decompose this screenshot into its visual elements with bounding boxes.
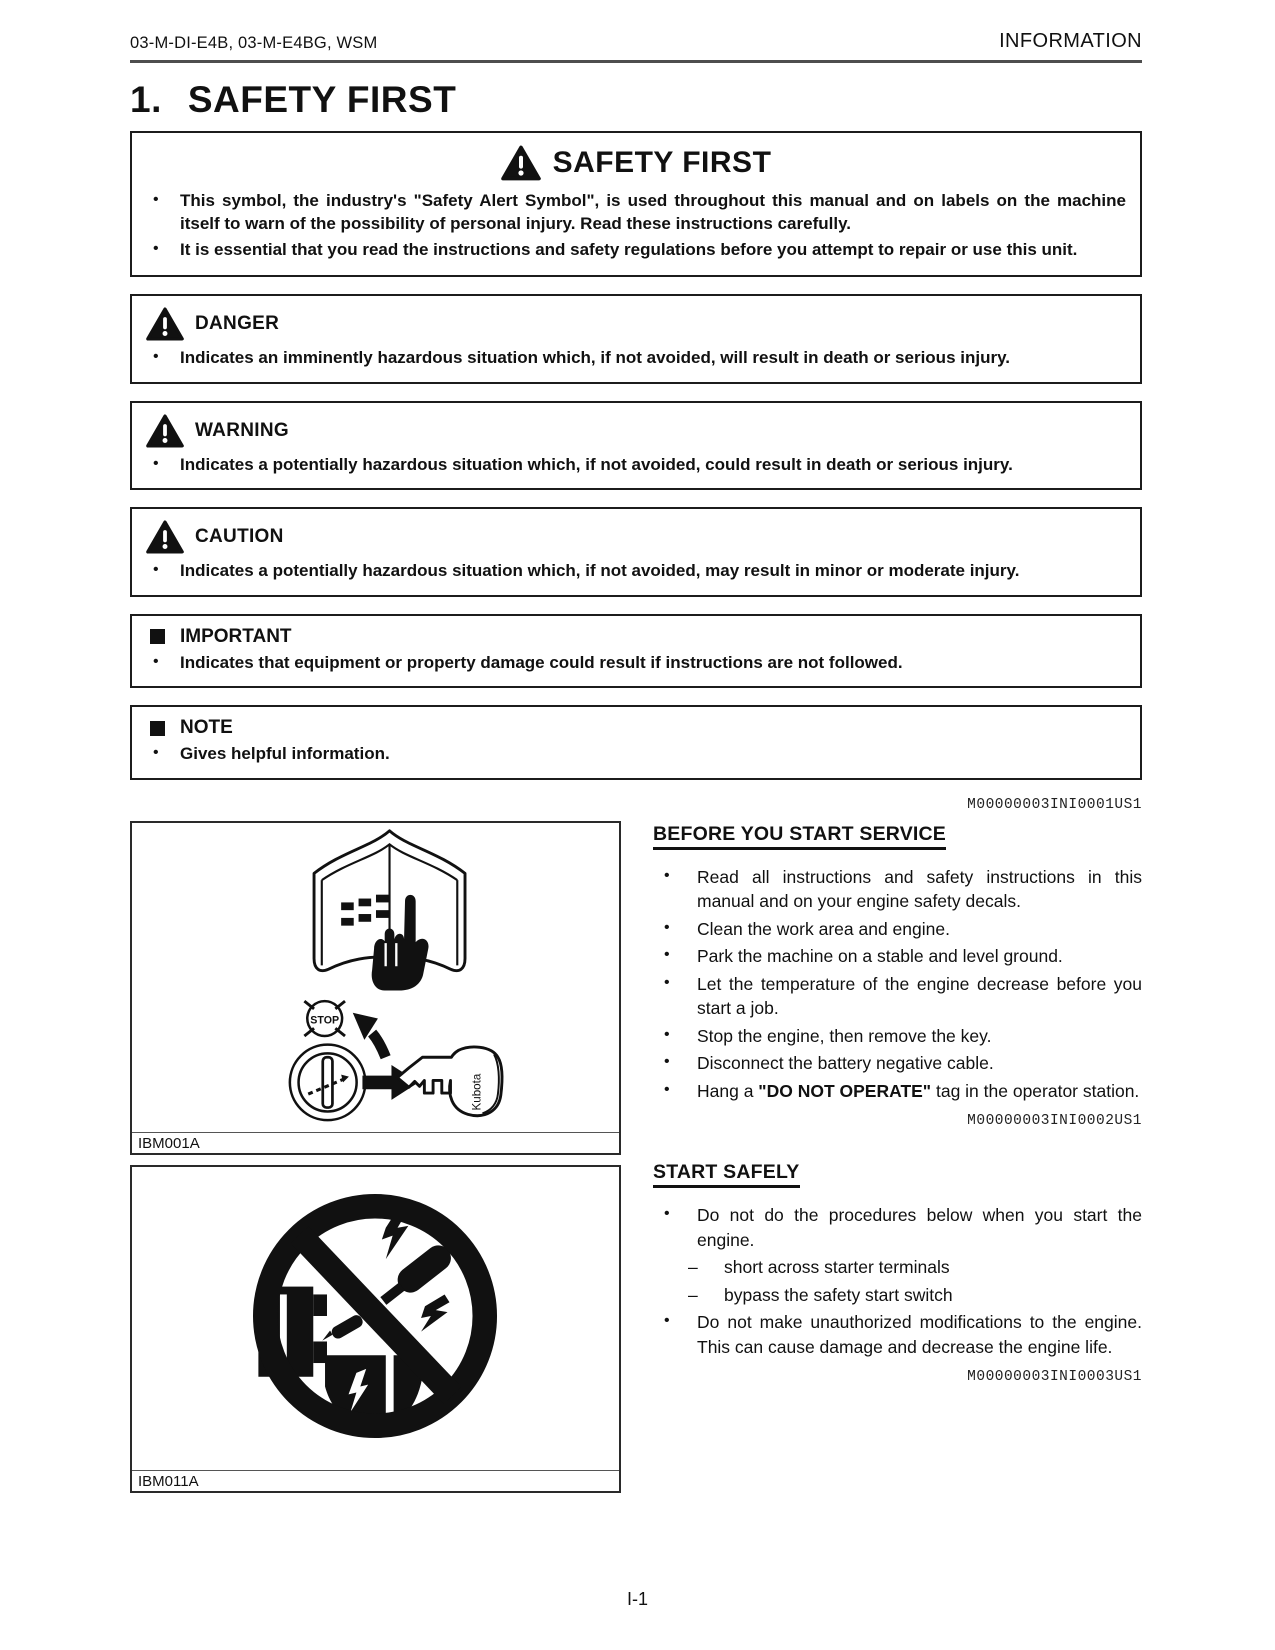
important-heading: IMPORTANT — [180, 625, 292, 647]
start-safely-bullet-1: Do not do the procedures below when you start the engine. — [697, 1205, 1142, 1250]
key-brand-text: Kubota — [470, 1073, 484, 1111]
do-not-operate-text: "DO NOT OPERATE" — [758, 1080, 932, 1101]
bullet-glyph: • — [153, 561, 159, 579]
bullet-glyph: • — [664, 1025, 670, 1043]
prohibition-short-circuit-illustration — [134, 1169, 617, 1463]
warning-triangle-icon — [146, 307, 184, 341]
ref-code-1: M00000003INI0001US1 — [967, 796, 1142, 813]
before-service-heading: BEFORE YOU START SERVICE — [653, 823, 946, 850]
safety-first-title-row — [144, 145, 1128, 181]
note-heading: NOTE — [180, 717, 233, 739]
page-title-text: SAFETY FIRST — [187, 79, 457, 120]
warning-heading: WARNING — [195, 419, 289, 441]
figure-1-label: IBM001A — [132, 1132, 619, 1155]
start-safely-sub-row — [686, 1255, 1142, 1280]
safety-first-box — [130, 131, 1142, 277]
caution-heading: CAUTION — [195, 526, 284, 548]
black-square-icon — [150, 721, 165, 736]
important-bullet-row — [144, 651, 1128, 674]
bullet-glyph: • — [664, 866, 670, 884]
note-bullet-row — [144, 742, 1128, 765]
stop-text: STOP — [310, 1014, 340, 1027]
stop-symbol — [304, 1001, 345, 1036]
safety-bullet-2: It is essential that you read the instructions and safety regulations before you attempt to repair or use this unit. — [180, 239, 1078, 259]
warning-box — [130, 401, 1142, 490]
bullet-glyph: • — [664, 1205, 670, 1223]
danger-heading-row — [146, 304, 1128, 344]
bullet-glyph: • — [153, 454, 159, 472]
content — [130, 131, 1142, 780]
service-bullet-row — [653, 1051, 1142, 1076]
read-manual-stop-key-illustration — [134, 825, 617, 1125]
page-title — [130, 79, 1145, 121]
bullet-glyph: • — [664, 1312, 670, 1330]
danger-heading: DANGER — [195, 313, 280, 335]
figure-no-short-starter — [130, 1165, 621, 1493]
service-bullet-row — [653, 944, 1142, 969]
service-bullet-6: Disconnect the battery negative cable. — [697, 1053, 994, 1074]
warning-triangle-icon — [146, 414, 184, 448]
note-box — [130, 705, 1142, 779]
ref-code-3: M00000003INI0003US1 — [967, 1369, 1142, 1386]
safety-alert-triangle-icon — [501, 145, 541, 181]
start-safely-sub-2: bypass the safety start switch — [724, 1284, 953, 1305]
safety-bullet-1: This symbol, the industry's "Safety Alert Symbol", is used throughout this manual and on labels on the machine itself to warn of the possibility of personal injury. Read these instructions carefully. — [180, 191, 1126, 234]
page-number: I-1 — [626, 1589, 648, 1609]
bullet-glyph: • — [664, 973, 670, 991]
important-box — [130, 614, 1142, 688]
ref-code-2: M00000003INI0002US1 — [967, 1113, 1142, 1130]
service-bullet-row — [653, 917, 1142, 942]
bullet-glyph: • — [153, 348, 159, 366]
warning-bullet: Indicates a potentially hazardous situation which, if not avoided, could result in death or serious injury. — [180, 454, 1013, 474]
start-safely-sub-1: short across starter terminals — [724, 1257, 950, 1278]
important-heading-row — [150, 626, 1128, 648]
danger-bullet-row — [144, 346, 1128, 369]
service-bullet-3: Park the machine on a stable and level ground. — [697, 946, 1063, 967]
service-bullet-5: Stop the engine, then remove the key. — [697, 1025, 992, 1046]
service-bullet-row — [653, 1024, 1142, 1049]
bullet-glyph: • — [153, 744, 159, 762]
page-header — [0, 0, 1275, 53]
header-rule — [130, 60, 1142, 63]
figure-read-manual-remove-key — [130, 821, 621, 1155]
service-bullet-2: Clean the work area and engine. — [697, 918, 950, 939]
service-bullet-1: Read all instructions and safety instructions in this manual and on your engine safety decals. — [697, 866, 1142, 912]
important-bullet: Indicates that equipment or property damage could result if instructions are not followed. — [180, 652, 903, 672]
safety-bullet-row — [144, 189, 1128, 236]
bullet-glyph: • — [153, 239, 159, 257]
hang-tag-pre: Hang a — [697, 1080, 759, 1101]
service-bullet-4: Let the temperature of the engine decrease before you start a job. — [697, 973, 1142, 1019]
service-bullet-row — [653, 1079, 1142, 1104]
black-square-icon — [150, 629, 165, 644]
warning-bullet-row — [144, 453, 1128, 476]
dash-glyph: – — [688, 1257, 698, 1278]
dash-glyph: – — [688, 1284, 698, 1305]
bullet-glyph: • — [153, 191, 159, 208]
danger-box — [130, 294, 1142, 383]
key — [397, 1047, 502, 1116]
hang-tag-post: tag in the operator station. — [931, 1080, 1140, 1101]
bullet-glyph: • — [664, 1080, 670, 1098]
service-bullet-row — [653, 865, 1142, 914]
start-safely-bullet-row — [653, 1310, 1142, 1359]
start-safely-bullet-2: Do not make unauthorized modifications to the engine. This can cause damage and decrease the engine life. — [697, 1312, 1142, 1357]
service-bullet-hang-tag — [697, 1079, 1142, 1104]
note-bullet: Gives helpful information. — [180, 744, 390, 764]
bullet-glyph: • — [664, 1053, 670, 1071]
figure-2-label: IBM011A — [132, 1470, 619, 1493]
figure-2-art — [132, 1167, 619, 1470]
two-column-area — [130, 821, 1142, 1503]
safety-first-heading: SAFETY FIRST — [552, 146, 772, 179]
service-bullet-row — [653, 972, 1142, 1021]
ignition-switch — [290, 1044, 365, 1119]
bullet-glyph: • — [664, 918, 670, 936]
page-title-number: 1. — [130, 79, 162, 120]
start-safely-heading: START SAFELY — [653, 1161, 800, 1188]
start-safely-bullet-row — [653, 1203, 1142, 1252]
caution-box — [130, 507, 1142, 596]
bullet-glyph: • — [664, 946, 670, 964]
caution-heading-row — [146, 517, 1128, 557]
figure-column — [130, 821, 621, 1503]
text-column — [653, 821, 1142, 1386]
caution-bullet: Indicates a potentially hazardous situation which, if not avoided, may result in minor or moderate injury. — [180, 561, 1020, 581]
header-section-name: INFORMATION — [999, 30, 1142, 52]
turn-arrow — [372, 1033, 386, 1057]
bullet-glyph: • — [153, 652, 159, 670]
danger-bullet: Indicates an imminently hazardous situation which, if not avoided, will result in death or serious injury. — [180, 348, 1010, 368]
start-safely-sub-row — [686, 1283, 1142, 1308]
caution-bullet-row — [144, 559, 1128, 582]
safety-bullet-row — [144, 238, 1128, 261]
figure-1-art — [132, 823, 619, 1132]
note-heading-row — [150, 717, 1128, 739]
header-model-codes: 03-M-DI-E4B, 03-M-E4BG, WSM — [130, 34, 378, 52]
warning-triangle-icon — [146, 520, 184, 554]
warning-heading-row — [146, 411, 1128, 451]
